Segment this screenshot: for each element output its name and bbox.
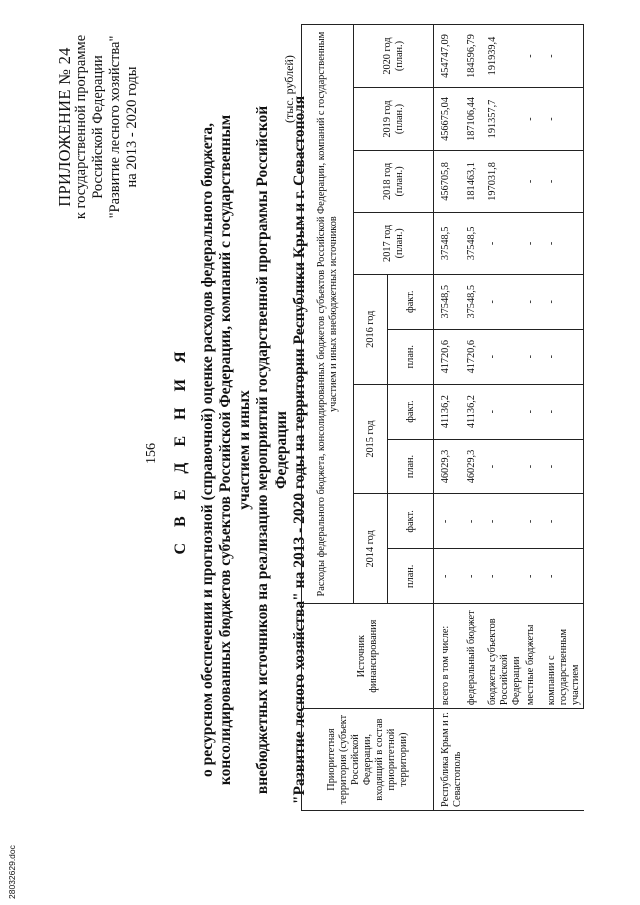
table-cell: - [486, 439, 524, 494]
header-year-2017: 2017 год (план.) [354, 212, 434, 274]
title-line: "Развитие лесного хозяйства" на 2013 - 2020 годы на территории Республики Крым и г. Севастополя [291, 95, 308, 805]
table-cell: 41720,6 [465, 329, 486, 384]
source-label: федеральный бюджет [465, 604, 486, 709]
unit-label: (тыс. рублей) [282, 55, 296, 123]
table-cell: - [524, 274, 545, 329]
header-fact-2014: факт. [388, 494, 434, 549]
table-cell: 37548,5 [465, 274, 486, 329]
table-cell: - [545, 212, 584, 274]
header-year-2019: 2019 год (план.) [354, 88, 434, 151]
table-cell: - [545, 439, 584, 494]
table-cell: 197031,8 [486, 150, 524, 212]
table-cell: - [486, 549, 524, 604]
table-cell: - [524, 150, 545, 212]
table-cell: 37548,5 [434, 274, 466, 329]
table-cell: 181463,1 [465, 150, 486, 212]
header-fact-2015: факт. [388, 384, 434, 439]
page-number: 156 [144, 443, 159, 464]
table-cell: 41136,2 [465, 384, 486, 439]
table-cell: - [524, 549, 545, 604]
table-row [524, 25, 545, 811]
appendix-line: "Развитие лесного хозяйства" [107, 35, 123, 219]
table-cell: 454747,09 [434, 25, 466, 88]
appendix-line: на 2013 - 2020 годы [124, 66, 140, 188]
header-source: Источник финансирования [302, 604, 434, 709]
table-cell: - [545, 150, 584, 212]
expenditure-table [301, 24, 584, 811]
header-year-2018: 2018 год (план.) [354, 150, 434, 212]
table-cell: 191939,4 [486, 25, 524, 88]
table-cell: 37548,5 [434, 212, 466, 274]
header-year-2015: 2015 год [354, 384, 388, 494]
table-cell: - [486, 329, 524, 384]
header-plan-2016: план. [388, 329, 434, 384]
source-label: всего в том числе: [434, 604, 466, 709]
appendix-line: Российской Федерации [90, 55, 106, 199]
table-cell: - [545, 25, 584, 88]
header-expenditures: Расходы федерального бюджета, консолидированных бюджетов субъектов Российской Федерации, компаний с государственным участием и иных внебюджетных источников [302, 25, 354, 604]
table-cell: - [486, 494, 524, 549]
title-heading: С В Е Д Е Н И Я [172, 345, 189, 555]
header-territory: Приоритетная территория (субъект Российской Федерации, входящий в состав приоритетной территории) [302, 709, 434, 811]
table-cell: 37548,5 [465, 212, 486, 274]
header-year-2020: 2020 год (план.) [354, 25, 434, 88]
table-cell: - [524, 439, 545, 494]
table-cell: 187106,44 [465, 88, 486, 151]
title-line: консолидированных бюджетов субъектов Российской Федерации, компаний с государственным участием и иных [217, 114, 253, 786]
table-cell: 46029,3 [465, 439, 486, 494]
table-cell: - [524, 25, 545, 88]
table-cell: - [465, 494, 486, 549]
table-cell: - [545, 384, 584, 439]
table-row [465, 25, 486, 811]
table-cell: - [524, 384, 545, 439]
table-cell: - [486, 384, 524, 439]
appendix-number: ПРИЛОЖЕНИЕ № 24 [55, 47, 74, 207]
table-cell: - [434, 494, 466, 549]
title-line: о ресурсном обеспечении и прогнозной (справочной) оценке расходов федерального бюджета, [198, 122, 216, 778]
table-cell: 41136,2 [434, 384, 466, 439]
table-cell: 456705,8 [434, 150, 466, 212]
table-cell: - [545, 494, 584, 549]
table-cell: 191357,7 [486, 88, 524, 151]
table-cell: - [545, 549, 584, 604]
table-cell: - [524, 88, 545, 151]
source-label: компании с государственным участием [545, 604, 584, 709]
header-year-2014: 2014 год [354, 494, 388, 604]
header-fact-2016: факт. [388, 274, 434, 329]
table-cell: - [524, 494, 545, 549]
table-row [486, 25, 524, 811]
territory-name: Республика Крым и г. Севастополь [434, 709, 584, 811]
table-cell: - [486, 212, 524, 274]
header-plan-2015: план. [388, 439, 434, 494]
table-cell: - [524, 329, 545, 384]
table-row [434, 25, 466, 811]
table-cell: - [545, 88, 584, 151]
table-row [545, 25, 584, 811]
table-cell: 456675,04 [434, 88, 466, 151]
document-title [172, 85, 310, 815]
title-line: внебюджетных источников на реализацию мероприятий государственной программы Российской Федерации [254, 105, 290, 795]
table-cell: 46029,3 [434, 439, 466, 494]
table-cell: - [545, 274, 584, 329]
source-label: местные бюджеты [524, 604, 545, 709]
table-cell: - [524, 212, 545, 274]
table-cell: 184596,79 [465, 25, 486, 88]
table-cell: - [545, 329, 584, 384]
appendix-header [56, 12, 141, 242]
appendix-line: к государственной программе [73, 34, 89, 220]
table-cell: 41720,6 [434, 329, 466, 384]
header-plan-2014: план. [388, 549, 434, 604]
footer-filename: 28032629.doc [7, 845, 17, 899]
table-cell: - [465, 549, 486, 604]
header-year-2016: 2016 год [354, 274, 388, 384]
table-cell: - [434, 549, 466, 604]
source-label: бюджеты субъектов Российской Федерации [486, 604, 524, 709]
table-cell: - [486, 274, 524, 329]
